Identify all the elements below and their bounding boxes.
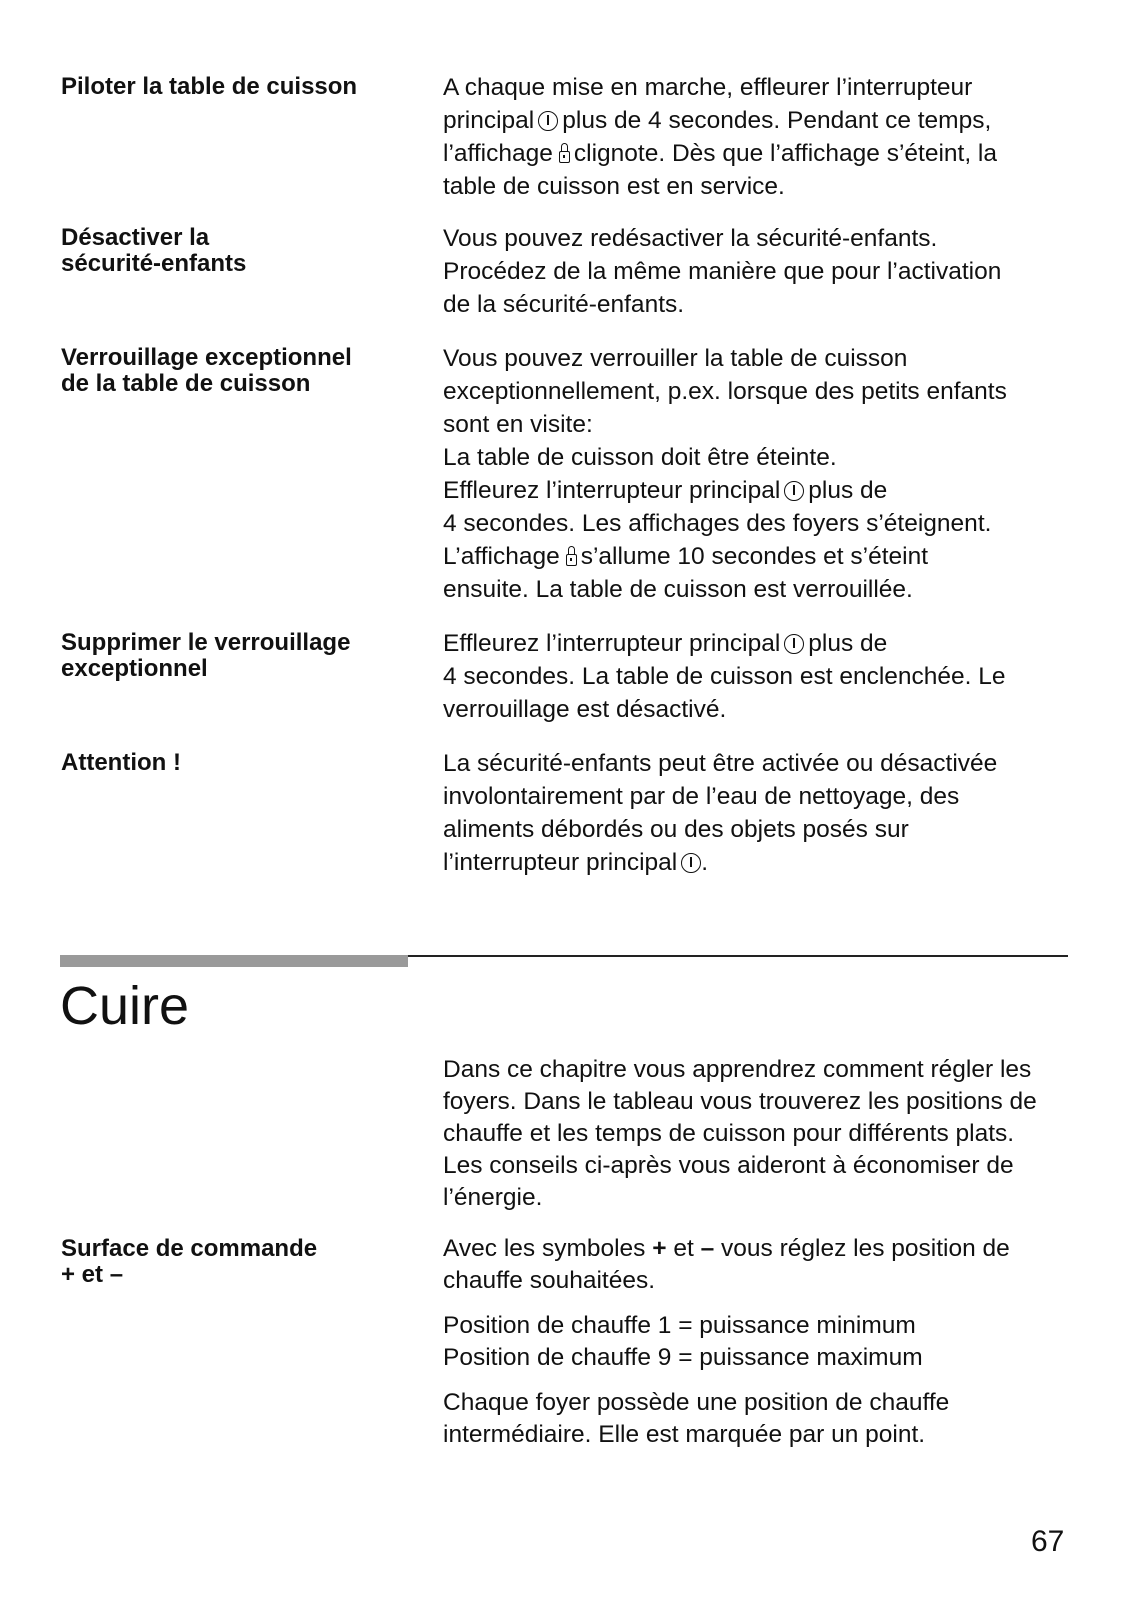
section-label: Supprimer le verrouillage exceptionnel — [61, 629, 351, 682]
section-label: Piloter la table de cuisson — [61, 73, 358, 100]
section-text: La sécurité-enfants peut être activée ou désactivée involontairement par de l’eau de nettoyage, des aliments débordés ou des objets posés sur l’interrupteur principal . — [443, 747, 1078, 879]
chapter-rule-accent — [60, 955, 408, 967]
section-label: Attention ! — [61, 749, 181, 776]
text-line: L’affichage s’allume 10 secondes et s’éteint — [443, 543, 929, 570]
text-line: A chaque mise en marche, effleurer l’interrupteur — [443, 74, 973, 101]
section-text: Vous pouvez verrouiller la table de cuisson exceptionnellement, p.ex. lorsque des petits enfants sont en visite: La table de cuisson doit être éteinte. Effleurez l’interrupteur principal plus de 4 secondes. Les affichages des foyers s’éteignent. L’affichage s’allume 10 secondes et s’éteint ensuite. La table de cuisson est verrouillée. — [443, 342, 1078, 606]
text-line: principal plus de 4 secondes. Pendant ce temps, — [443, 107, 992, 134]
power-icon — [784, 481, 804, 501]
text-line: l’interrupteur principal . — [443, 849, 709, 876]
power-icon — [538, 111, 558, 131]
text-line: l’affichage clignote. Dès que l’affichage s’éteint, la — [443, 140, 998, 167]
section-text: Vous pouvez redésactiver la sécurité-enfants. Procédez de la même manière que pour l’activation de la sécurité-enfants. — [443, 225, 1002, 318]
section-text — [443, 71, 1078, 203]
intro-text: Dans ce chapitre vous apprendrez comment régler les foyers. Dans le tableau vous trouverez les positions de chauffe et les temps de cuisson pour différents plats. Les conseils ci-après vous aideront à économiser de l’énergie. — [443, 1056, 1037, 1211]
text-line: Avec les symboles + et – vous réglez les position de — [443, 1235, 1010, 1262]
power-icon — [784, 634, 804, 654]
section-label: Surface de commande + et – — [61, 1235, 318, 1288]
text-line: table de cuisson est en service. — [443, 173, 785, 200]
chapter-rule — [408, 955, 1068, 957]
lock-icon — [559, 151, 570, 163]
text-line: Effleurez l’interrupteur principal plus de — [443, 630, 888, 657]
page-number: 67 — [1031, 1525, 1065, 1558]
lock-icon — [566, 554, 577, 566]
minus-symbol: – — [700, 1235, 715, 1262]
plus-symbol: + — [652, 1235, 667, 1262]
section-label: Verrouillage exceptionnel de la table de cuisson — [61, 344, 352, 397]
power-icon — [681, 853, 701, 873]
chapter-title: Cuire — [60, 976, 190, 1036]
section-label: Désactiver la sécurité-enfants — [61, 224, 247, 277]
section-text: Effleurez l’interrupteur principal plus de 4 secondes. La table de cuisson est enclenchée. Le verrouillage est désactivé. — [443, 627, 1078, 726]
text-line: Effleurez l’interrupteur principal plus de — [443, 477, 888, 504]
section-text: Avec les symboles + et – vous réglez les position de chauffe souhaitées. Position de chauffe 1 = puissance minimum Position de chauffe 9 = puissance maximum Chaque foyer possède une position de chauffe intermédiaire. Elle est marquée par un point. — [443, 1233, 1078, 1451]
